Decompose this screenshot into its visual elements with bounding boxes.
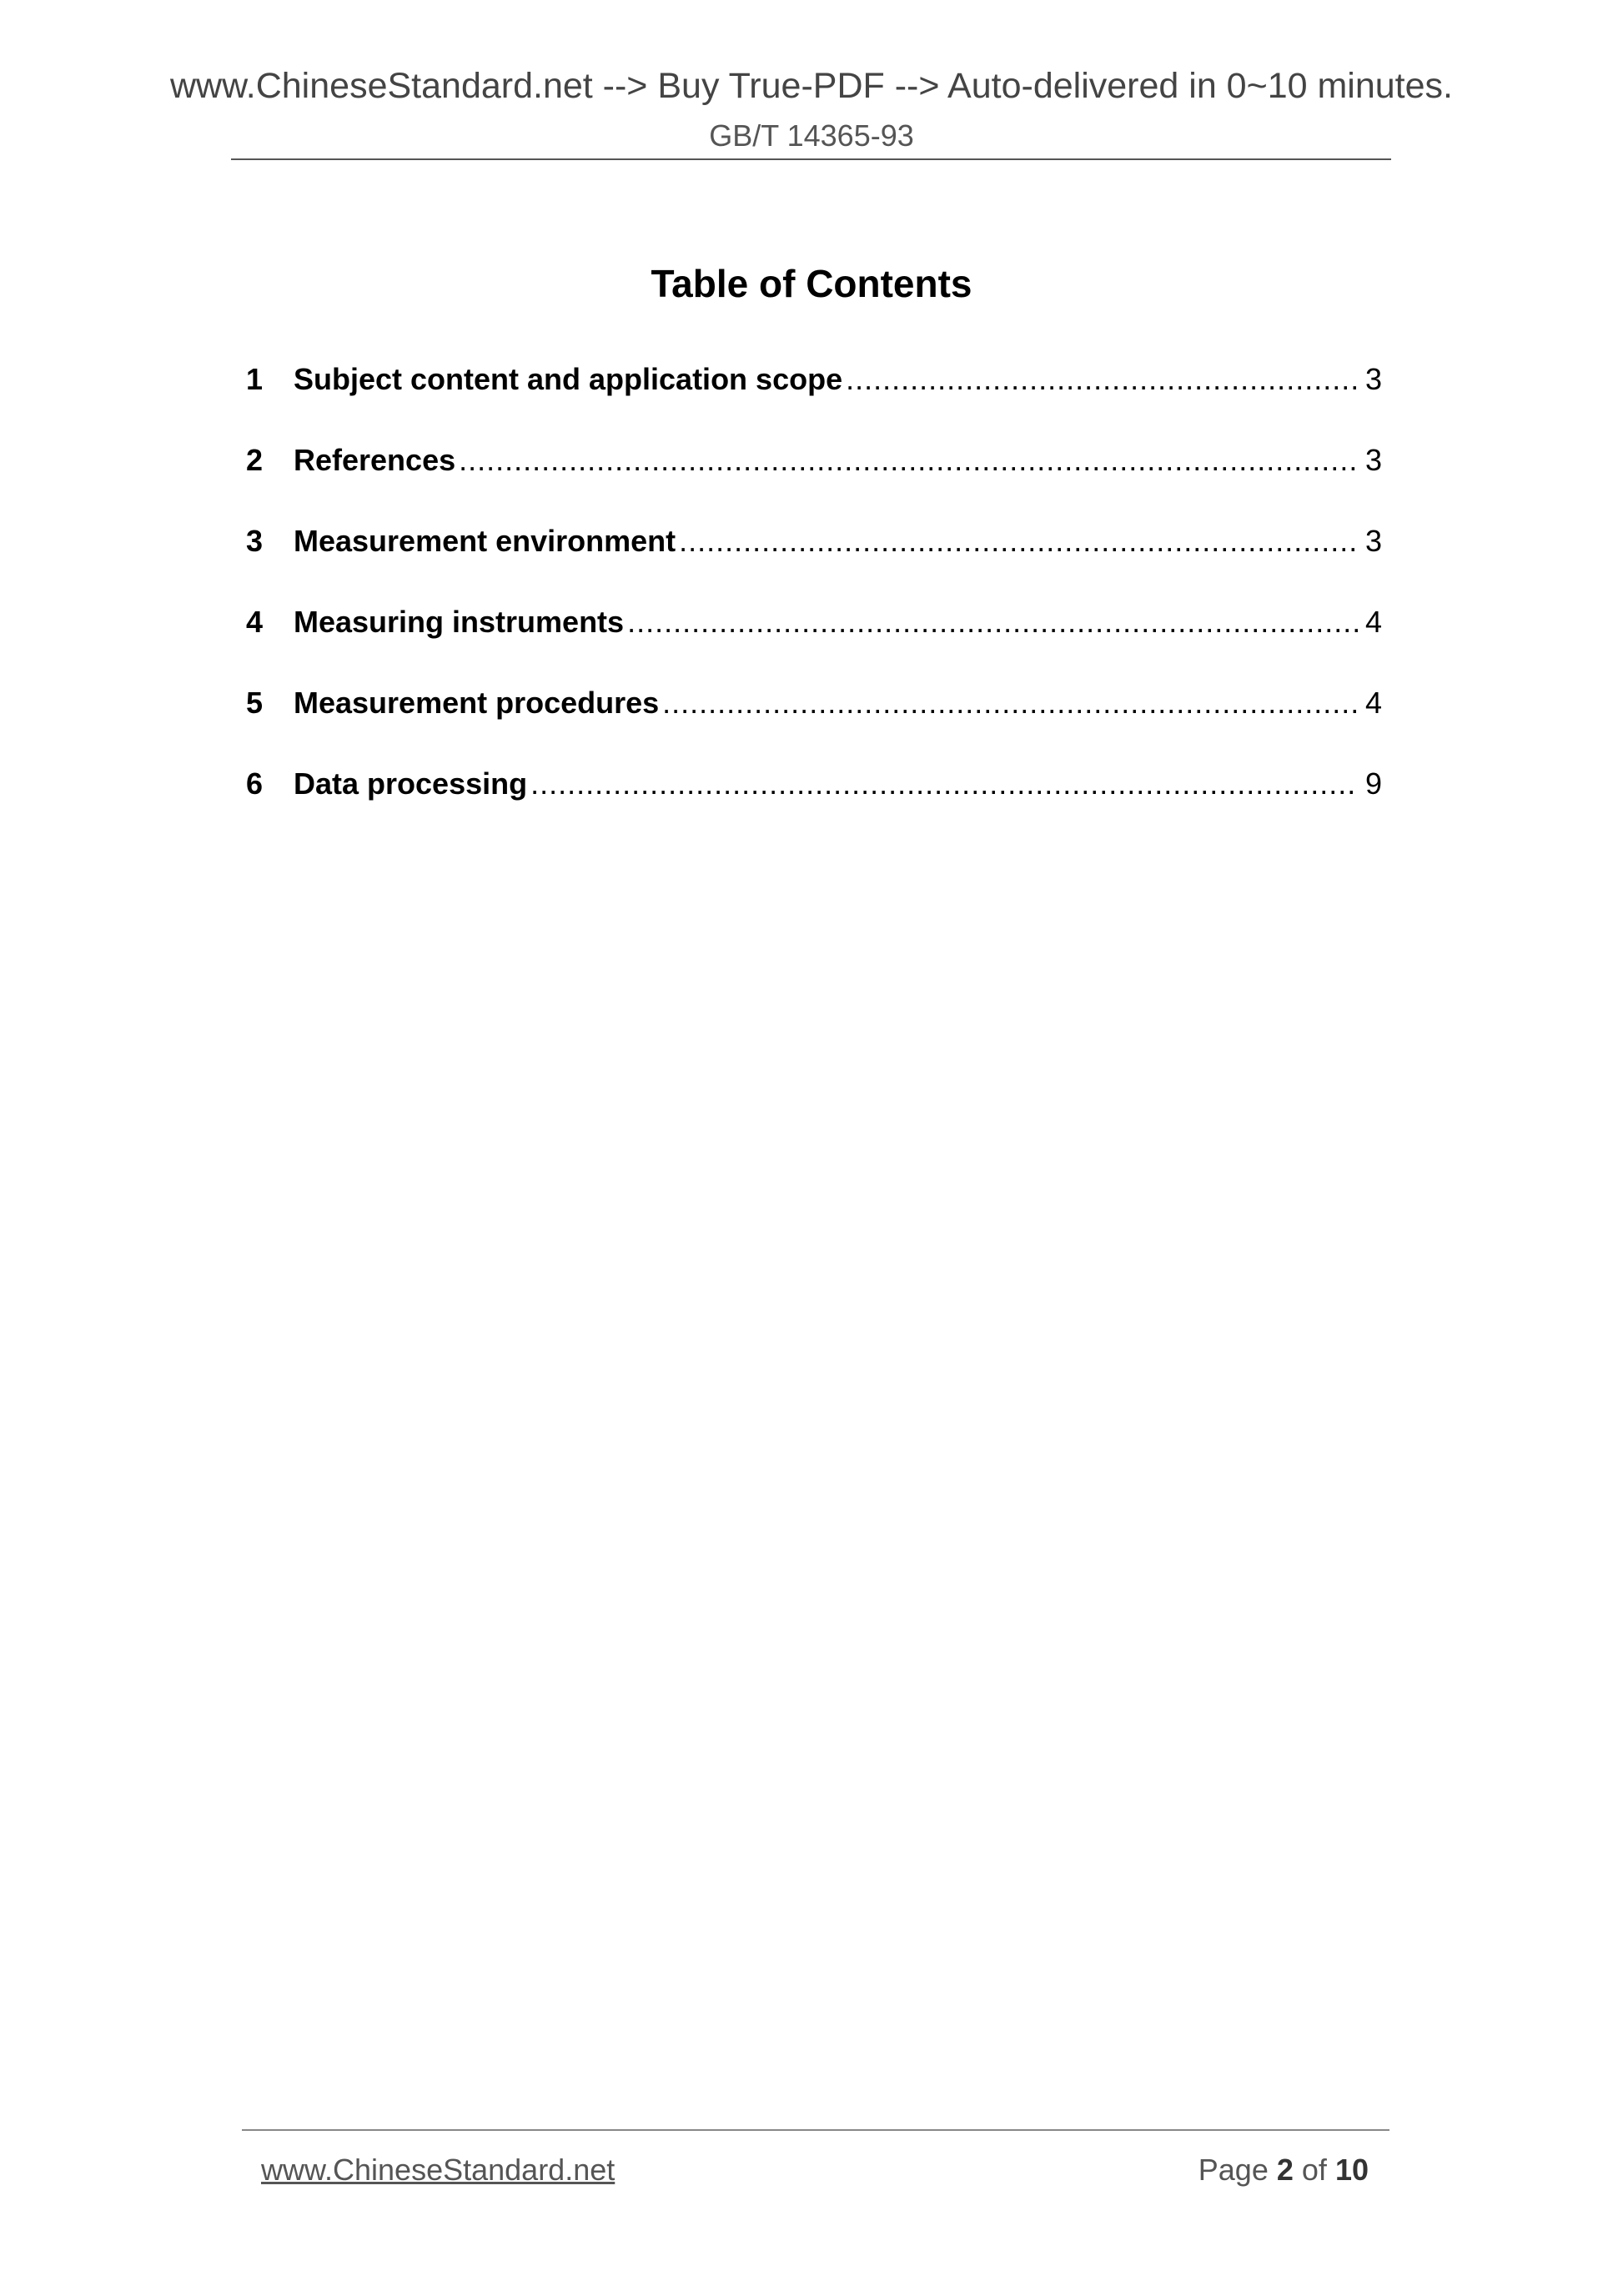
page-prefix: Page <box>1198 2153 1269 2187</box>
current-page-number: 2 <box>1276 2153 1294 2187</box>
toc-entry-number: 5 <box>246 686 264 720</box>
toc-entry-measuring-instruments[interactable] <box>246 604 1382 685</box>
toc-entry-label: Measurement procedures <box>294 686 660 720</box>
toc-dot-leader <box>679 523 1359 560</box>
toc-dot-leader <box>662 685 1359 721</box>
toc-entry-page: 9 <box>1364 766 1382 801</box>
toc-entry-label: Data processing <box>294 766 528 801</box>
header-divider <box>231 158 1391 160</box>
toc-dot-leader <box>459 442 1359 479</box>
toc-entry-page: 4 <box>1364 605 1382 639</box>
toc-dot-leader <box>627 604 1359 641</box>
toc-entry-label: Measurement environment <box>294 524 676 558</box>
toc-entry-label: References <box>294 443 456 477</box>
toc-entry-subject-content[interactable] <box>246 361 1382 442</box>
footer-divider <box>242 2129 1389 2131</box>
toc-list <box>246 361 1382 847</box>
toc-entry-page: 3 <box>1364 362 1382 396</box>
page-indicator <box>1198 2152 1369 2188</box>
toc-entry-measurement-procedures[interactable] <box>246 685 1382 766</box>
page-of-text: of <box>1301 2153 1327 2187</box>
toc-dot-leader <box>530 766 1359 802</box>
toc-entry-number: 6 <box>246 766 264 801</box>
toc-entry-page: 3 <box>1364 524 1382 558</box>
toc-entry-measurement-environment[interactable] <box>246 523 1382 604</box>
toc-entry-number: 4 <box>246 605 264 639</box>
toc-entry-number: 2 <box>246 443 264 477</box>
total-pages-number: 10 <box>1334 2153 1369 2187</box>
footer-site-link[interactable]: www.ChineseStandard.net <box>261 2153 616 2187</box>
header-banner: www.ChineseStandard.net --> Buy True-PDF --> Auto-delivered in 0~10 minutes. <box>169 66 1453 106</box>
toc-entry-number: 1 <box>246 362 264 396</box>
standard-code: GB/T 14365-93 <box>709 118 914 153</box>
toc-entry-page: 3 <box>1364 443 1382 477</box>
toc-title: Table of Contents <box>651 262 972 305</box>
toc-entry-page: 4 <box>1364 686 1382 720</box>
toc-dot-leader <box>846 361 1359 398</box>
toc-entry-references[interactable] <box>246 442 1382 523</box>
toc-entry-label: Measuring instruments <box>294 605 625 639</box>
toc-entry-number: 3 <box>246 524 264 558</box>
toc-entry-label: Subject content and application scope <box>294 362 843 396</box>
toc-entry-data-processing[interactable] <box>246 766 1382 847</box>
